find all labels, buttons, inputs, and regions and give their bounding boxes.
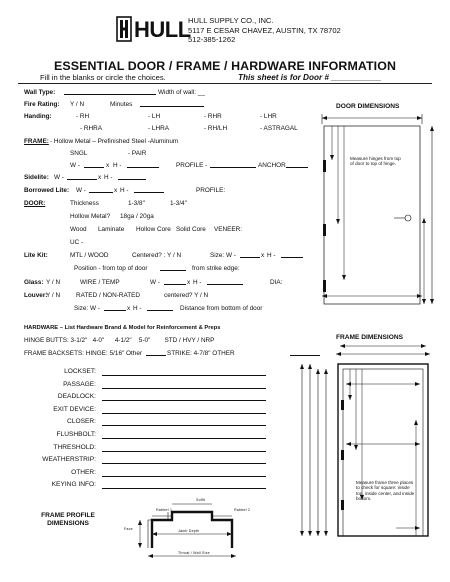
lite-kit-label: Lite Kit: [24, 252, 48, 259]
lite-kit-centered[interactable]: Centered? : Y / N [132, 252, 182, 259]
glass-type[interactable]: WIRE / TEMP [80, 279, 120, 286]
handing-rhra[interactable]: - RHRA [80, 125, 103, 132]
door-label: DOOR: [24, 200, 46, 207]
wall-type-field[interactable] [64, 89, 156, 95]
handing-rhr[interactable]: - RHR [204, 113, 222, 120]
thickness-1-3-8[interactable]: 1-3/8" [128, 200, 145, 207]
borrowed-profile-label: PROFILE: [196, 187, 226, 194]
hardware-header: HARDWARE – List Hardware Brand & Model for Reinforcement & Preps [24, 325, 221, 331]
door-hollow-core[interactable]: Hollow Core [136, 226, 171, 233]
door-laminate[interactable]: Laminate [98, 226, 125, 233]
borrowed-x: x [114, 187, 118, 194]
strike-edge-label: from strike edge: [192, 265, 240, 272]
hardware-item-field[interactable] [102, 388, 266, 389]
handing-rh[interactable]: - RH [76, 113, 90, 120]
glass-label: Glass: [24, 279, 44, 286]
sidelite-label: Sidelite: [24, 174, 49, 181]
hardware-item-field[interactable] [102, 425, 266, 426]
veneer-label: VENEER: [214, 226, 243, 233]
lite-kit-size-label: Size: W - [210, 252, 236, 259]
minutes-field[interactable] [140, 101, 204, 107]
wall-type-label: Wall Type: [24, 89, 56, 96]
door-wood[interactable]: Wood [70, 226, 87, 233]
frame-profile-label: PROFILE - [176, 162, 208, 169]
instructions: Fill in the blanks or circle the choices. [40, 73, 166, 82]
borrowed-h-label: H - [120, 187, 129, 194]
company-info [188, 16, 341, 45]
frame-dimensions-diagram [296, 340, 436, 540]
subtitle-line [40, 73, 382, 82]
position-label: Position - from top of door [74, 265, 148, 272]
door-note: Measure hinges from top of door to top of hinge. [350, 156, 401, 167]
company-name: HULL SUPPLY CO., INC. [188, 16, 274, 25]
glass-w-field[interactable] [164, 279, 186, 285]
frame-h-label: H - [113, 162, 122, 169]
glass-dia-label: DIA: [270, 279, 283, 286]
backset-other-field[interactable] [146, 350, 166, 356]
door-number-field[interactable]: This sheet is for Door # ___________ [238, 73, 382, 82]
uc-label: UC - [70, 239, 84, 246]
header [0, 0, 450, 62]
louver-distance-label: Distance from bottom of door [180, 305, 263, 312]
hardware-item-field[interactable] [102, 413, 266, 414]
hardware-item-field[interactable] [102, 400, 266, 401]
handing-astragal[interactable]: - ASTRAGAL [260, 125, 298, 132]
glass-w-label: W - [150, 279, 160, 286]
hardware-item-field[interactable] [102, 451, 266, 452]
louver-choice[interactable]: Y / N [46, 292, 61, 299]
louver-x: x [127, 305, 131, 312]
frame-h-field[interactable] [127, 162, 159, 168]
glass-choice[interactable]: Y / N [46, 279, 61, 286]
sidelite-h-field[interactable] [118, 174, 146, 180]
hardware-item-label: FLUSHBOLT: [56, 431, 96, 438]
thickness-label: Thickness [70, 200, 99, 207]
hardware-item-field[interactable] [102, 488, 266, 489]
frame-material-choice[interactable]: - Hollow Metal – Prefinished Steel -Aluminum [50, 138, 179, 145]
frame-label: FRAME: [24, 138, 49, 145]
frame-w-field[interactable] [84, 162, 104, 168]
hardware-item-label: WEATHERSTRIP: [42, 456, 96, 464]
frame-pair[interactable]: - PAIR [128, 150, 147, 157]
sidelite-w-label: W - [54, 174, 64, 181]
hardware-item-field[interactable] [102, 476, 266, 477]
minutes-label: Minutes [110, 101, 133, 108]
logo-text: HULL [134, 17, 191, 42]
fire-rating-choice[interactable]: Y / N [70, 101, 85, 108]
door-solid-core[interactable]: Solid Core [176, 226, 206, 233]
frame-x: x [106, 162, 110, 169]
jamb-depth-label: Jamb Depth [178, 529, 200, 533]
handing-rhlh[interactable]: - RH/LH [204, 125, 228, 132]
rabbet2-label: Rabbet 2 [234, 508, 251, 512]
rabbet1-label: Rabbet 1 [156, 508, 173, 512]
door-dimensions-diagram [312, 110, 442, 310]
frame-profile-title: FRAME PROFILE DIMENSIONS [41, 512, 95, 527]
handing-lhra[interactable]: - LHRA [148, 125, 169, 132]
page-title: ESSENTIAL DOOR / FRAME / HARDWARE INFORMATION [53, 59, 397, 73]
borrowed-h-field[interactable] [134, 187, 164, 193]
lite-kit-h-field[interactable] [281, 252, 303, 258]
sidelite-w-field[interactable] [67, 174, 97, 180]
door-dimensions-title: DOOR DIMENSIONS [336, 103, 400, 110]
hardware-item-label: OTHER: [71, 468, 96, 476]
louver-centered[interactable]: centered? Y / N [164, 292, 209, 299]
louver-w-field[interactable] [104, 305, 126, 311]
borrowed-w-field[interactable] [89, 187, 113, 193]
hollow-metal-label: Hollow Metal? [70, 213, 111, 220]
soffit-label: Soffit [196, 498, 206, 502]
lite-kit-w-field[interactable] [240, 252, 260, 258]
borrowed-lite-label: Borrowed Lite: [24, 187, 70, 194]
hardware-item-label: EXIT DEVICE: [53, 405, 96, 413]
thickness-1-3-4[interactable]: 1-3/4" [170, 200, 187, 207]
handing-label: Handing: [24, 113, 52, 120]
hardware-item-label: DEADLOCK: [57, 393, 96, 401]
louver-rating[interactable]: RATED / NON-RATED [76, 292, 141, 299]
glass-h-field[interactable] [207, 279, 243, 285]
louver-size-label: Size: W - [74, 305, 100, 312]
louver-h-field[interactable] [147, 305, 173, 311]
frame-anchor-field[interactable] [286, 162, 308, 168]
frame-dimensions-title: FRAME DIMENSIONS [336, 334, 404, 341]
strike-choice[interactable]: STRIKE: 4-7/8" OTHER [167, 350, 235, 357]
frame-note: Measure frame three places to check for square: inside top, inside center, and inside bottom. [356, 480, 415, 502]
hardware-item-label: PASSAGE: [63, 380, 96, 388]
hardware-item-label: LOCKSET: [64, 368, 96, 375]
position-top-field[interactable] [160, 265, 186, 271]
lite-kit-h-label: H - [267, 252, 276, 259]
sidelite-h-label: H - [104, 174, 113, 181]
hinge-butts[interactable]: HINGE BUTTS: 3-1/2" 4-0" 4-1/2" 5-0" STD / HVY / NRP [24, 337, 215, 344]
company-address: 5117 E CESAR CHAVEZ, AUSTIN, TX 78702 [188, 25, 341, 35]
glass-h-label: H - [193, 279, 202, 286]
frame-sngl[interactable]: SNGL [70, 150, 88, 157]
throat-label: Throat / Wall Size [178, 551, 210, 555]
louver-label: Louver: [24, 292, 48, 299]
lite-kit-material[interactable]: MTL / WOOD [70, 252, 109, 259]
glass-x: x [187, 279, 191, 286]
frame-backsets[interactable]: FRAME BACKSETS: HINGE: 5/16" Other [24, 350, 143, 357]
hardware-item-label: KEYING INFO: [51, 481, 96, 489]
hardware-item-field[interactable] [102, 463, 266, 464]
borrowed-w-label: W - [76, 187, 86, 194]
hardware-item-label: CLOSER: [67, 418, 96, 426]
company-phone: 512-385-1262 [188, 35, 236, 45]
lite-kit-x: x [261, 252, 265, 259]
handing-lhr[interactable]: - LHR [260, 113, 277, 120]
frame-anchor-label: ANCHOR [258, 162, 286, 169]
handing-lh[interactable]: - LH [148, 113, 161, 120]
frame-w-label: W - [70, 162, 80, 169]
fire-rating-label: Fire Rating: [24, 101, 60, 108]
frame-profile-field[interactable] [210, 162, 256, 168]
width-of-wall-label[interactable]: Width of wall: __ [158, 89, 205, 96]
face-label: Face [124, 527, 133, 531]
gauge-choice[interactable]: 18ga / 20ga [120, 213, 154, 220]
hardware-item-field[interactable] [102, 375, 266, 376]
hardware-item-label: THRESHOLD: [53, 443, 96, 451]
sidelite-x: x [98, 174, 102, 181]
divider-top [18, 83, 432, 84]
hardware-item-field[interactable] [102, 438, 266, 439]
louver-h-label: H - [133, 305, 142, 312]
